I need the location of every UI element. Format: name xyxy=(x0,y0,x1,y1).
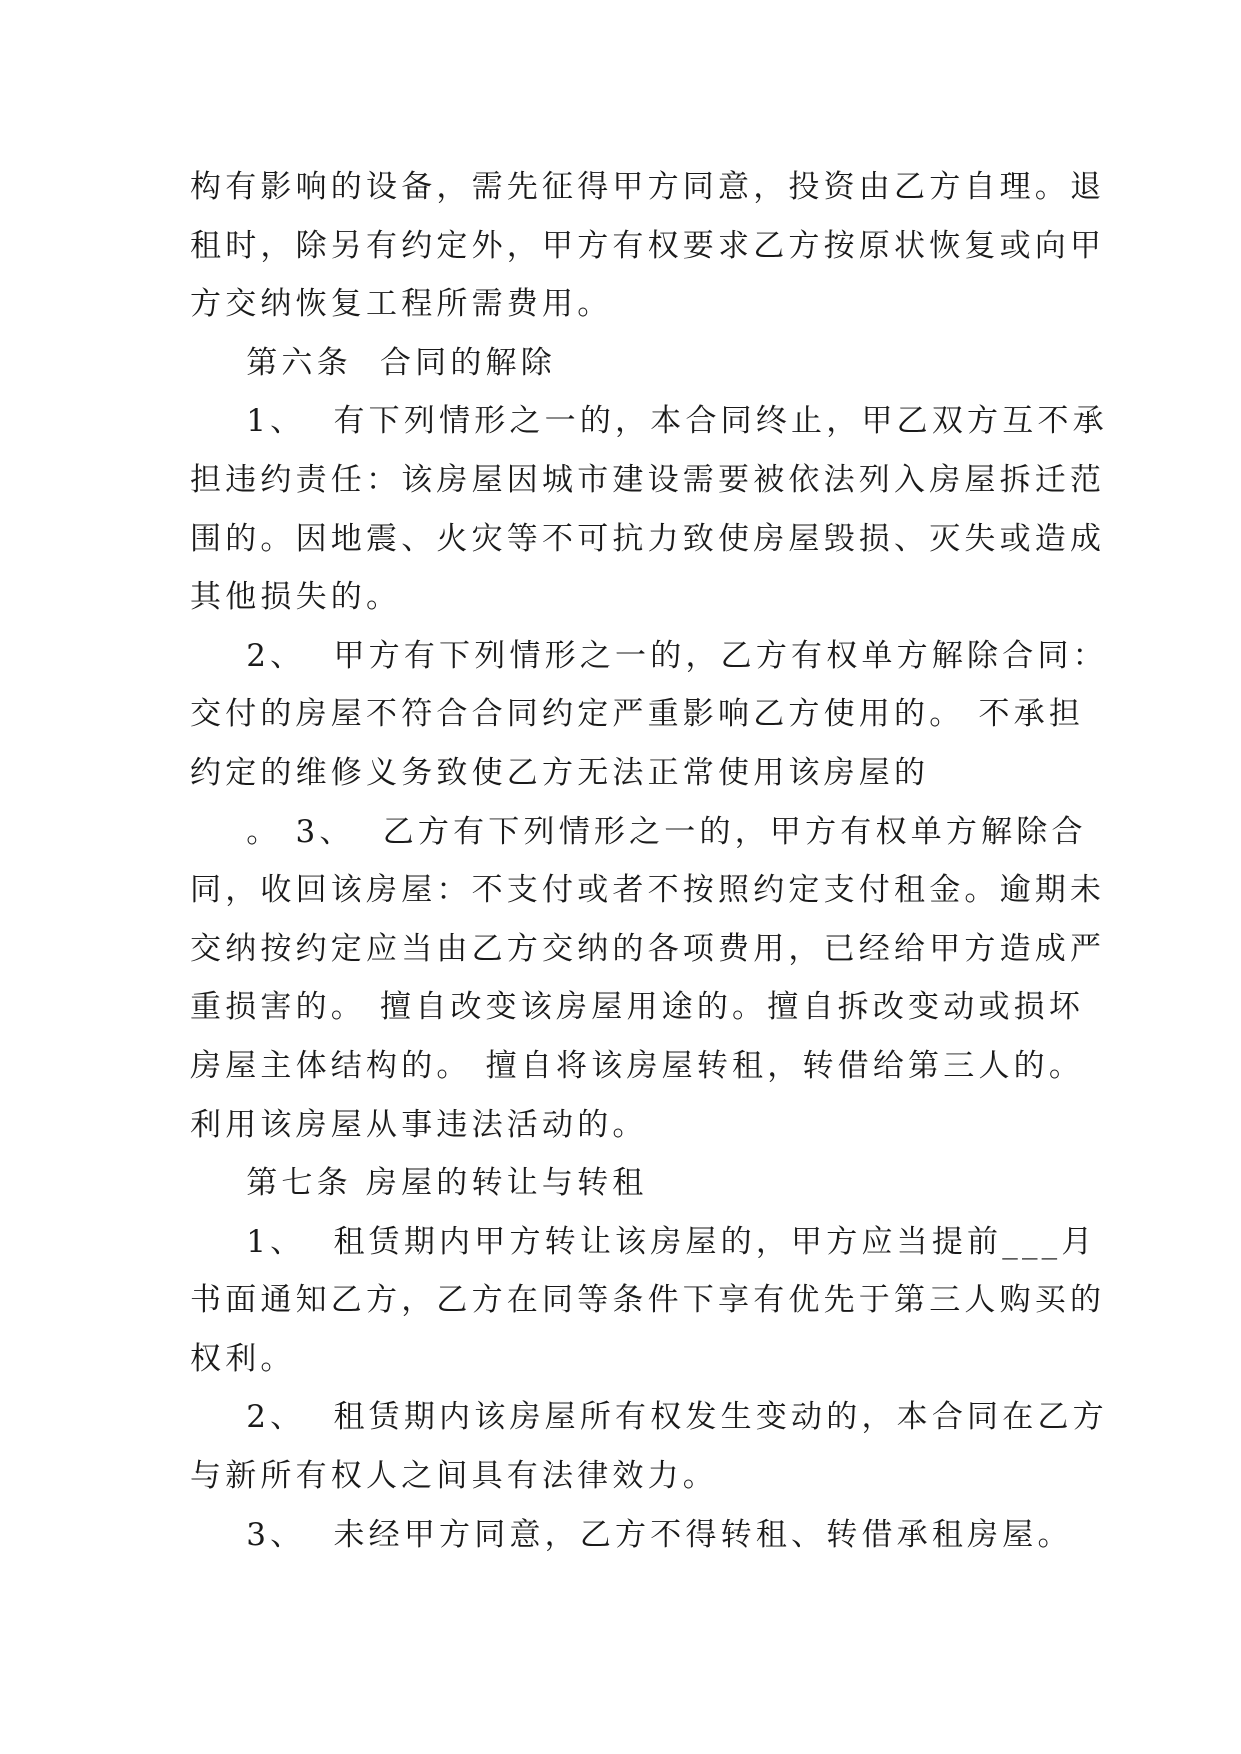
text-line: 书面通知乙方，乙方在同等条件下享有优先于第三人购买的 xyxy=(190,1282,1106,1319)
text-line: 同，收回该房屋：不支付或者不按照约定支付租金。逾期未 xyxy=(190,872,1106,909)
text-line: 1、 有下列情形之一的，本合同终止，甲乙双方互不承 xyxy=(190,403,1108,440)
text-line: 方交纳恢复工程所需费用。 xyxy=(190,286,613,323)
text-line: 重损害的。 擅自改变该房屋用途的。擅自拆改变动或损坏 xyxy=(190,989,1085,1026)
text-line: 2、 租赁期内该房屋所有权发生变动的，本合同在乙方 xyxy=(190,1399,1108,1436)
text-line: 。 3、 乙方有下列情形之一的，甲方有权单方解除合 xyxy=(190,813,1087,850)
text-line: 2、 甲方有下列情形之一的，乙方有权单方解除合同： xyxy=(190,637,1108,674)
document-body xyxy=(190,158,1108,1564)
section-heading: 第七条 房屋的转让与转租 xyxy=(190,1165,648,1202)
text-line: 交付的房屋不符合合同约定严重影响乙方使用的。 不承担 xyxy=(190,696,1085,733)
text-line: 围的。因地震、火灾等不可抗力致使房屋毁损、灭失或造成 xyxy=(190,520,1106,557)
text-line: 租时，除另有约定外，甲方有权要求乙方按原状恢复或向甲 xyxy=(190,227,1106,264)
text-line: 构有影响的设备，需先征得甲方同意，投资由乙方自理。退 xyxy=(190,169,1106,205)
text-line: 利用该房屋从事违法活动的。 xyxy=(190,1106,648,1143)
text-line: 1、 租赁期内甲方转让该房屋的，甲方应当提前___月 xyxy=(190,1223,1097,1260)
text-line: 权利。 xyxy=(190,1340,296,1377)
text-line: 其他损失的。 xyxy=(190,579,402,616)
section-heading: 第六条 合同的解除 xyxy=(190,344,556,381)
text-line: 担违约责任：该房屋因城市建设需要被依法列入房屋拆迁范 xyxy=(190,461,1106,498)
text-line: 交纳按约定应当由乙方交纳的各项费用，已经给甲方造成严 xyxy=(190,930,1106,967)
text-line: 约定的维修义务致使乙方无法正常使用该房屋的 xyxy=(190,754,930,791)
text-line: 房屋主体结构的。 擅自将该房屋转租，转借给第三人的。 xyxy=(190,1047,1085,1084)
text-line: 与新所有权人之间具有法律效力。 xyxy=(190,1458,718,1495)
text-line: 3、 未经甲方同意，乙方不得转租、转借承租房屋。 xyxy=(190,1516,1073,1553)
